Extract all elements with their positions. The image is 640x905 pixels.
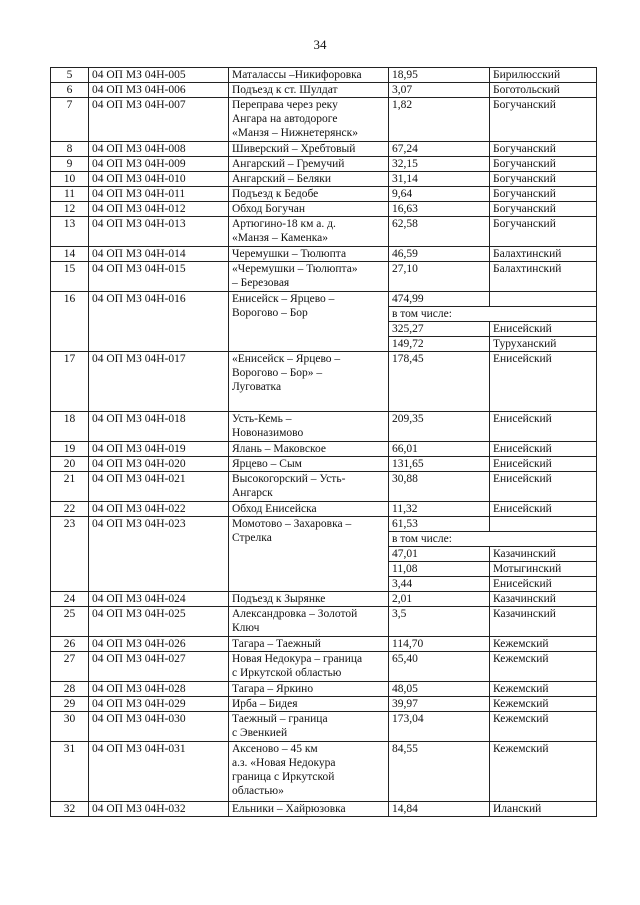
road-code: 04 ОП МЗ 04Н-014 xyxy=(89,247,229,262)
part-length: 47,01 xyxy=(389,547,490,562)
row-number: 23 xyxy=(51,517,89,592)
road-district: Кежемский xyxy=(490,652,597,682)
table-row xyxy=(51,98,597,142)
road-district: Богучанский xyxy=(490,217,597,247)
road-length: 1,82 xyxy=(389,98,490,142)
road-name: Тагара – Яркино xyxy=(229,682,389,697)
road-name: Подъезд к Бедобе xyxy=(229,187,389,202)
road-district: Енисейский xyxy=(490,352,597,412)
row-number: 19 xyxy=(51,442,89,457)
road-name: Ельники – Хайрюзовка xyxy=(229,802,389,817)
row-number: 17 xyxy=(51,352,89,412)
road-name: «Енисейск – Ярцево – Ворогово – Бор» – Луговатка xyxy=(229,352,389,412)
road-code: 04 ОП МЗ 04Н-025 xyxy=(89,607,229,637)
road-code: 04 ОП МЗ 04Н-031 xyxy=(89,742,229,802)
road-code: 04 ОП МЗ 04Н-009 xyxy=(89,157,229,172)
table-row xyxy=(51,607,597,637)
row-number: 18 xyxy=(51,412,89,442)
road-name: Переправа через реку Ангара на автодороге «Манзя – Нижнетерянск» xyxy=(229,98,389,142)
road-district: Богучанский xyxy=(490,202,597,217)
table-row xyxy=(51,442,597,457)
row-number: 22 xyxy=(51,502,89,517)
road-district: Богучанский xyxy=(490,172,597,187)
road-code: 04 ОП МЗ 04Н-032 xyxy=(89,802,229,817)
road-code: 04 ОП МЗ 04Н-030 xyxy=(89,712,229,742)
road-name: Обход Енисейска xyxy=(229,502,389,517)
row-number: 27 xyxy=(51,652,89,682)
road-name: Артюгино-18 км а. д. «Манзя – Каменка» xyxy=(229,217,389,247)
table-row xyxy=(51,517,597,532)
road-district: Балахтинский xyxy=(490,262,597,292)
road-length: 65,40 xyxy=(389,652,490,682)
row-number: 12 xyxy=(51,202,89,217)
table-row xyxy=(51,502,597,517)
road-district: Балахтинский xyxy=(490,247,597,262)
road-length: 16,63 xyxy=(389,202,490,217)
table-row xyxy=(51,157,597,172)
row-number: 11 xyxy=(51,187,89,202)
road-code: 04 ОП МЗ 04Н-028 xyxy=(89,682,229,697)
part-length: 325,27 xyxy=(389,322,490,337)
road-district: Кежемский xyxy=(490,742,597,802)
road-length: 32,15 xyxy=(389,157,490,172)
road-length: 31,14 xyxy=(389,172,490,187)
road-name: Таежный – граница с Эвенкией xyxy=(229,712,389,742)
table-row xyxy=(51,83,597,98)
row-number: 9 xyxy=(51,157,89,172)
row-number: 14 xyxy=(51,247,89,262)
road-name: Высокогорский – Усть- Ангарск xyxy=(229,472,389,502)
road-name: Александровка – Золотой Ключ xyxy=(229,607,389,637)
row-number: 5 xyxy=(51,68,89,83)
road-code: 04 ОП МЗ 04Н-029 xyxy=(89,697,229,712)
road-district: Богучанский xyxy=(490,98,597,142)
road-code: 04 ОП МЗ 04Н-018 xyxy=(89,412,229,442)
road-name: Обход Богучан xyxy=(229,202,389,217)
row-number: 16 xyxy=(51,292,89,352)
road-district: Иланский xyxy=(490,802,597,817)
road-district: Богучанский xyxy=(490,157,597,172)
road-length: 27,10 xyxy=(389,262,490,292)
road-length: 173,04 xyxy=(389,712,490,742)
road-name: Енисейск – Ярцево – Ворогово – Бор xyxy=(229,292,389,352)
road-district xyxy=(490,292,597,307)
road-code: 04 ОП МЗ 04Н-012 xyxy=(89,202,229,217)
table-row xyxy=(51,68,597,83)
road-length: 3,07 xyxy=(389,83,490,98)
road-length: 39,97 xyxy=(389,697,490,712)
road-code: 04 ОП МЗ 04Н-020 xyxy=(89,457,229,472)
road-district: Енисейский xyxy=(490,502,597,517)
road-length: 66,01 xyxy=(389,442,490,457)
row-number: 26 xyxy=(51,637,89,652)
table-row xyxy=(51,262,597,292)
row-number: 28 xyxy=(51,682,89,697)
road-length: 67,24 xyxy=(389,142,490,157)
road-length: 2,01 xyxy=(389,592,490,607)
part-length: 11,08 xyxy=(389,562,490,577)
row-number: 31 xyxy=(51,742,89,802)
part-district: Енисейский xyxy=(490,322,597,337)
table-row xyxy=(51,217,597,247)
road-length: 178,45 xyxy=(389,352,490,412)
road-code: 04 ОП МЗ 04Н-013 xyxy=(89,217,229,247)
road-district: Енисейский xyxy=(490,457,597,472)
table-row xyxy=(51,187,597,202)
row-number: 13 xyxy=(51,217,89,247)
part-district: Енисейский xyxy=(490,577,597,592)
table-row xyxy=(51,472,597,502)
table-row xyxy=(51,637,597,652)
road-name: Черемушки – Тюлюпта xyxy=(229,247,389,262)
part-district: Мотыгинский xyxy=(490,562,597,577)
table-row xyxy=(51,652,597,682)
table-row xyxy=(51,802,597,817)
row-number: 7 xyxy=(51,98,89,142)
road-district: Богучанский xyxy=(490,187,597,202)
part-district: Туруханский xyxy=(490,337,597,352)
road-name: Ангарский – Гремучий xyxy=(229,157,389,172)
road-length: 18,95 xyxy=(389,68,490,83)
table-row xyxy=(51,292,597,307)
road-district: Боготольский xyxy=(490,83,597,98)
row-number: 10 xyxy=(51,172,89,187)
road-district: Кежемский xyxy=(490,637,597,652)
road-code: 04 ОП МЗ 04Н-006 xyxy=(89,83,229,98)
table-row xyxy=(51,697,597,712)
road-district xyxy=(490,517,597,532)
road-code: 04 ОП МЗ 04Н-026 xyxy=(89,637,229,652)
road-name: Ирба – Бидея xyxy=(229,697,389,712)
road-length: 61,53 xyxy=(389,517,490,532)
table-row xyxy=(51,712,597,742)
road-code: 04 ОП МЗ 04Н-027 xyxy=(89,652,229,682)
row-number: 6 xyxy=(51,83,89,98)
road-code: 04 ОП МЗ 04Н-021 xyxy=(89,472,229,502)
road-name: Маталассы –Никифоровка xyxy=(229,68,389,83)
road-district: Кежемский xyxy=(490,697,597,712)
road-code: 04 ОП МЗ 04Н-019 xyxy=(89,442,229,457)
table-row xyxy=(51,142,597,157)
row-number: 15 xyxy=(51,262,89,292)
road-name: Новая Недокура – граница с Иркутской областью xyxy=(229,652,389,682)
row-number: 24 xyxy=(51,592,89,607)
row-number: 29 xyxy=(51,697,89,712)
including-label: в том числе: xyxy=(389,307,597,322)
road-name: Тагара – Таежный xyxy=(229,637,389,652)
table-row xyxy=(51,247,597,262)
road-name: «Черемушки – Тюлюпта» – Березовая xyxy=(229,262,389,292)
row-number: 25 xyxy=(51,607,89,637)
road-length: 46,59 xyxy=(389,247,490,262)
table-row xyxy=(51,592,597,607)
road-code: 04 ОП МЗ 04Н-017 xyxy=(89,352,229,412)
road-length: 131,65 xyxy=(389,457,490,472)
road-name: Подъезд к Зырянке xyxy=(229,592,389,607)
road-code: 04 ОП МЗ 04Н-022 xyxy=(89,502,229,517)
road-name: Подъезд к ст. Шулдат xyxy=(229,83,389,98)
table-row xyxy=(51,682,597,697)
road-code: 04 ОП МЗ 04Н-011 xyxy=(89,187,229,202)
road-district: Кежемский xyxy=(490,682,597,697)
road-name: Момотово – Захаровка – Стрелка xyxy=(229,517,389,592)
row-number: 32 xyxy=(51,802,89,817)
roads-table xyxy=(50,67,597,817)
road-district: Богучанский xyxy=(490,142,597,157)
part-length: 149,72 xyxy=(389,337,490,352)
table-row xyxy=(51,172,597,187)
road-length: 30,88 xyxy=(389,472,490,502)
road-name: Шиверский – Хребтовый xyxy=(229,142,389,157)
road-length: 9,64 xyxy=(389,187,490,202)
road-code: 04 ОП МЗ 04Н-016 xyxy=(89,292,229,352)
table-row xyxy=(51,412,597,442)
road-code: 04 ОП МЗ 04Н-023 xyxy=(89,517,229,592)
table-row xyxy=(51,742,597,802)
road-code: 04 ОП МЗ 04Н-005 xyxy=(89,68,229,83)
road-district: Казачинский xyxy=(490,592,597,607)
road-length: 11,32 xyxy=(389,502,490,517)
road-length: 14,84 xyxy=(389,802,490,817)
row-number: 30 xyxy=(51,712,89,742)
table-row xyxy=(51,352,597,412)
including-label: в том числе: xyxy=(389,532,597,547)
road-district: Енисейский xyxy=(490,412,597,442)
part-length: 3,44 xyxy=(389,577,490,592)
table-row xyxy=(51,202,597,217)
road-length: 62,58 xyxy=(389,217,490,247)
row-number: 20 xyxy=(51,457,89,472)
road-district: Енисейский xyxy=(490,442,597,457)
road-length: 84,55 xyxy=(389,742,490,802)
road-name: Ангарский – Беляки xyxy=(229,172,389,187)
road-code: 04 ОП МЗ 04Н-007 xyxy=(89,98,229,142)
road-length: 114,70 xyxy=(389,637,490,652)
road-district: Бирилюсский xyxy=(490,68,597,83)
road-code: 04 ОП МЗ 04Н-024 xyxy=(89,592,229,607)
row-number: 8 xyxy=(51,142,89,157)
road-code: 04 ОП МЗ 04Н-015 xyxy=(89,262,229,292)
road-name: Аксеново – 45 км а.з. «Новая Недокура граница с Иркутской областью» xyxy=(229,742,389,802)
road-name: Ярцево – Сым xyxy=(229,457,389,472)
road-name: Ялань – Маковское xyxy=(229,442,389,457)
page-number: 34 xyxy=(313,37,327,52)
road-length: 3,5 xyxy=(389,607,490,637)
road-name: Усть-Кемь – Новоназимово xyxy=(229,412,389,442)
row-number: 21 xyxy=(51,472,89,502)
road-code: 04 ОП МЗ 04Н-010 xyxy=(89,172,229,187)
road-code: 04 ОП МЗ 04Н-008 xyxy=(89,142,229,157)
table-row xyxy=(51,457,597,472)
road-district: Енисейский xyxy=(490,472,597,502)
road-length: 209,35 xyxy=(389,412,490,442)
road-length: 48,05 xyxy=(389,682,490,697)
road-district: Кежемский xyxy=(490,712,597,742)
part-district: Казачинский xyxy=(490,547,597,562)
road-district: Казачинский xyxy=(490,607,597,637)
road-length: 474,99 xyxy=(389,292,490,307)
